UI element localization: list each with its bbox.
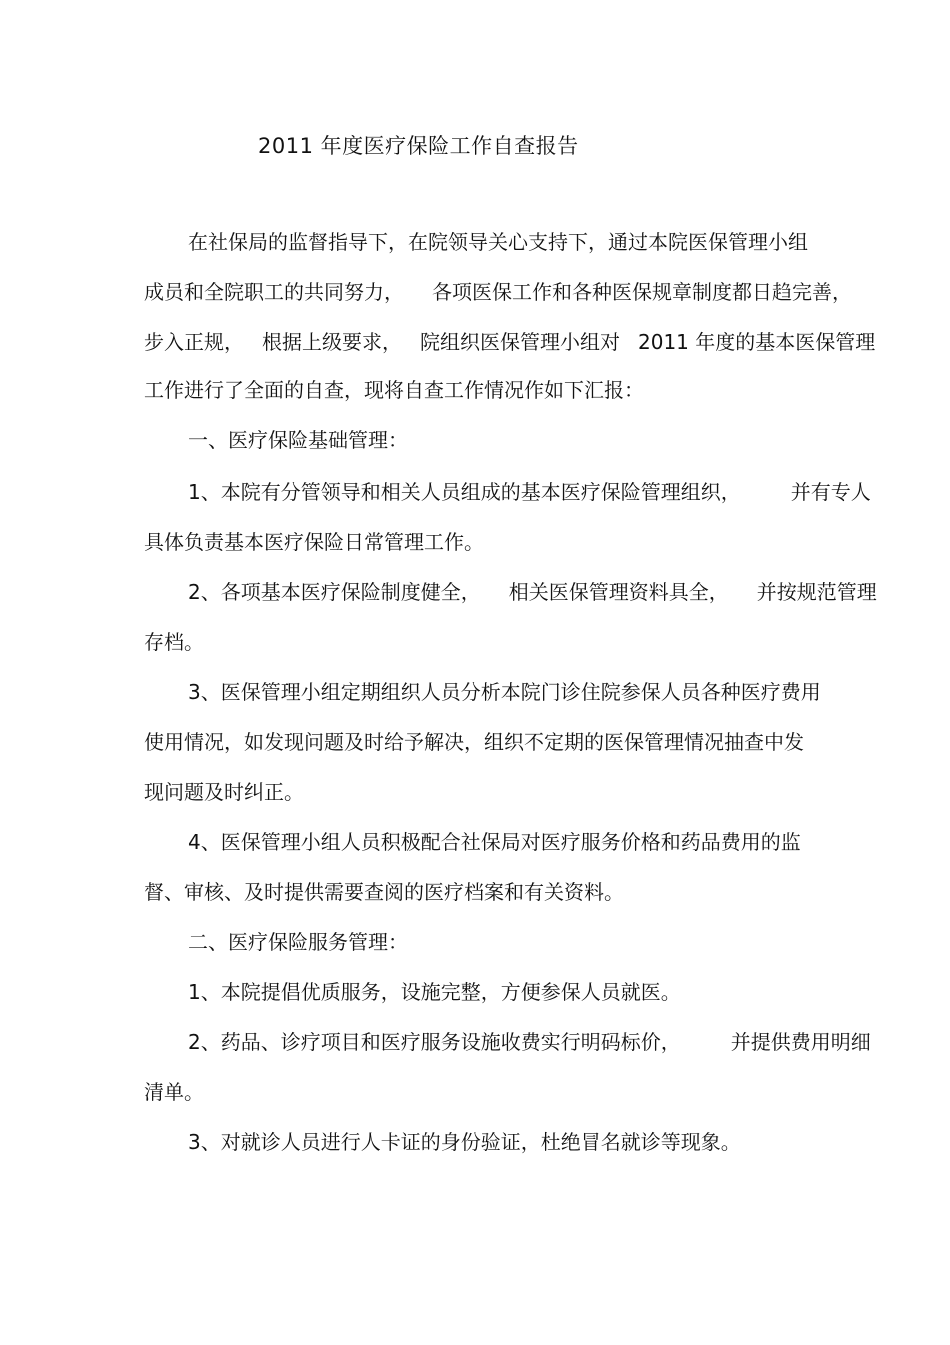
section-heading: 一、医疗保险基础管理： [188, 428, 408, 452]
paragraph-line: 3、医保管理小组定期组织人员分析本院门诊住院参保人员各种医疗费用 [188, 680, 821, 704]
text-segment: 成员和全院职工的共同努力， [144, 280, 404, 304]
document-title: 2011 年度医疗保险工作自查报告 [258, 134, 579, 158]
text-segment: 相关医保管理资料具全， [508, 580, 729, 604]
paragraph-line: 1、本院提倡优质服务，设施完整，方便参保人员就医。 [188, 980, 681, 1004]
paragraph-line [144, 280, 852, 304]
text-segment: 根据上级要求， [262, 330, 402, 354]
paragraph-line: 4、医保管理小组人员积极配合社保局对医疗服务价格和药品费用的监 [188, 830, 801, 854]
paragraph-line [188, 1030, 871, 1054]
text-segment: 并提供费用明细 [730, 1030, 871, 1054]
text-segment: 并按规范管理 [756, 580, 877, 604]
text-segment: 院组织医保管理小组对 [420, 330, 620, 354]
text-segment: 2、药品、诊疗项目和医疗服务设施收费实行明码标价， [188, 1030, 681, 1054]
paragraph-line [188, 580, 877, 604]
section-heading: 二、医疗保险服务管理： [188, 930, 408, 954]
paragraph-line [144, 330, 875, 354]
paragraph-line: 使用情况，如发现问题及时给予解决，组织不定期的医保管理情况抽查中发 [144, 730, 804, 754]
paragraph-line [188, 480, 871, 504]
paragraph-line: 具体负责基本医疗保险日常管理工作。 [144, 530, 484, 554]
paragraph-line: 存档。 [144, 630, 204, 654]
paragraph-line: 现问题及时纠正。 [144, 780, 304, 804]
paragraph-line: 清单。 [144, 1080, 204, 1104]
text-segment: 各项医保工作和各种医保规章制度都日趋完善， [432, 280, 852, 304]
text-segment: 2011 年度的基本医保管理 [638, 330, 876, 354]
paragraph-line: 在社保局的监督指导下，在院领导关心支持下，通过本院医保管理小组 [188, 230, 808, 254]
text-segment: 1、本院有分管领导和相关人员组成的基本医疗保险管理组织， [188, 480, 741, 504]
text-segment: 并有专人 [790, 480, 871, 504]
paragraph-line: 工作进行了全面的自查，现将自查工作情况作如下汇报： [144, 378, 644, 402]
paragraph-line: 3、对就诊人员进行人卡证的身份验证，杜绝冒名就诊等现象。 [188, 1130, 741, 1154]
paragraph-line: 督、审核、及时提供需要查阅的医疗档案和有关资料。 [144, 880, 624, 904]
text-segment: 2、各项基本医疗保险制度健全， [188, 580, 481, 604]
text-segment: 步入正规， [144, 330, 244, 354]
